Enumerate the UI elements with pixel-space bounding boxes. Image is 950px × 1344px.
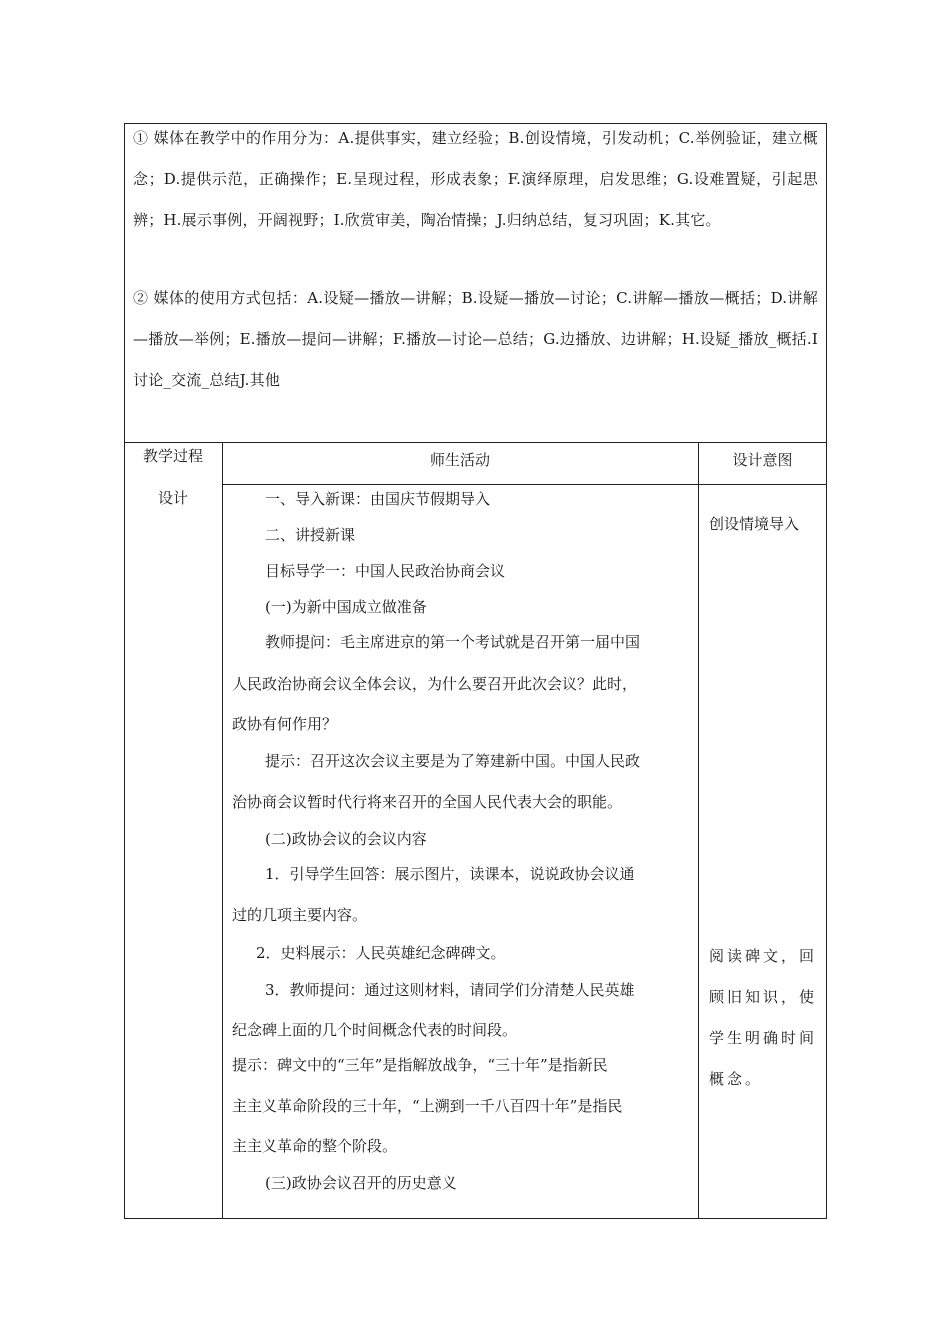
activity-line: 教师提问：毛主席进京的第一个考试就是召开第一届中国 (265, 633, 641, 651)
process-header-line1: 教学过程 (142, 447, 203, 465)
activity-line: 一、导入新课：由国庆节假期导入 (265, 490, 491, 508)
activity-line: 过的几项主要内容。 (232, 906, 368, 924)
activity-line: 政协有何作用？ (232, 715, 338, 733)
activity-line: (二)政协会议的会议内容 (265, 830, 427, 848)
process-header-line2: 设计 (157, 489, 188, 507)
intent-scenario-intro: 创设情境导入 (709, 515, 800, 533)
header-row-divider (222, 484, 827, 485)
activities-header: 师生活动 (429, 451, 490, 469)
section-divider (124, 442, 827, 443)
activity-line: 提示：碑文中的“三年”是指解放战争，“三十年”是指新民 (232, 1056, 608, 1074)
activity-line: 3．教师提问：通过这则材料，请同学们分清楚人民英雄 (265, 981, 635, 999)
activity-line: 治协商会议暂时代行将来召开的全国人民代表大会的职能。 (232, 793, 623, 811)
intent-read-inscription: 阅读碑文，回顾旧知识，使学生明确时间概念。 (709, 947, 818, 1088)
intent-header: 设计意图 (732, 451, 793, 469)
activity-line: 主主义革命阶段的三十年，“上溯到一千八百四十年”是指民 (232, 1097, 623, 1115)
media-usage-paragraph: ② 媒体的使用方式包括：A.设疑—播放—讲解；B.设疑—播放—讨论；C.讲解—播放—概括；D.讲解—播放—举例；E.播放—提问—讲解；F.播放—讨论—总结；G.边播放、边讲解；H.设疑_播放_概括.I讨论_交流_总结J.其他 (133, 289, 818, 389)
column-divider-2 (698, 442, 699, 1219)
activity-line: 二、讲授新课 (265, 526, 356, 544)
activity-line: 目标导学一：中国人民政治协商会议 (265, 562, 506, 580)
column-divider-1 (222, 442, 223, 1219)
media-roles-paragraph: ① 媒体在教学中的作用分为：A.提供事实，建立经验；B.创设情境，引发动机；C.举例验证，建立概念；D.提供示范，正确操作；E.呈现过程，形成表象；F.演绎原理，启发思维；G.设难置疑，引起思辨；H.展示事例，开阔视野；I.欣赏审美，陶冶情操；J.归纳总结，复习巩固；K.其它。 (133, 129, 818, 229)
activity-line: 2．史料展示：人民英雄纪念碑碑文。 (256, 944, 506, 962)
activity-line: (三)政协会议召开的历史意义 (265, 1174, 457, 1192)
activity-line: 提示：召开这次会议主要是为了筹建新中国。中国人民政 (265, 752, 641, 770)
activity-line: 主主义革命的整个阶段。 (232, 1137, 398, 1155)
activity-line: 人民政治协商会议全体会议，为什么要召开此次会议？此时， (232, 675, 638, 693)
activity-line: 1．引导学生回答：展示图片，读课本，说说政协会议通 (265, 865, 635, 883)
activity-line: 纪念碑上面的几个时间概念代表的时间段。 (232, 1021, 518, 1039)
activity-line: (一)为新中国成立做准备 (265, 598, 427, 616)
